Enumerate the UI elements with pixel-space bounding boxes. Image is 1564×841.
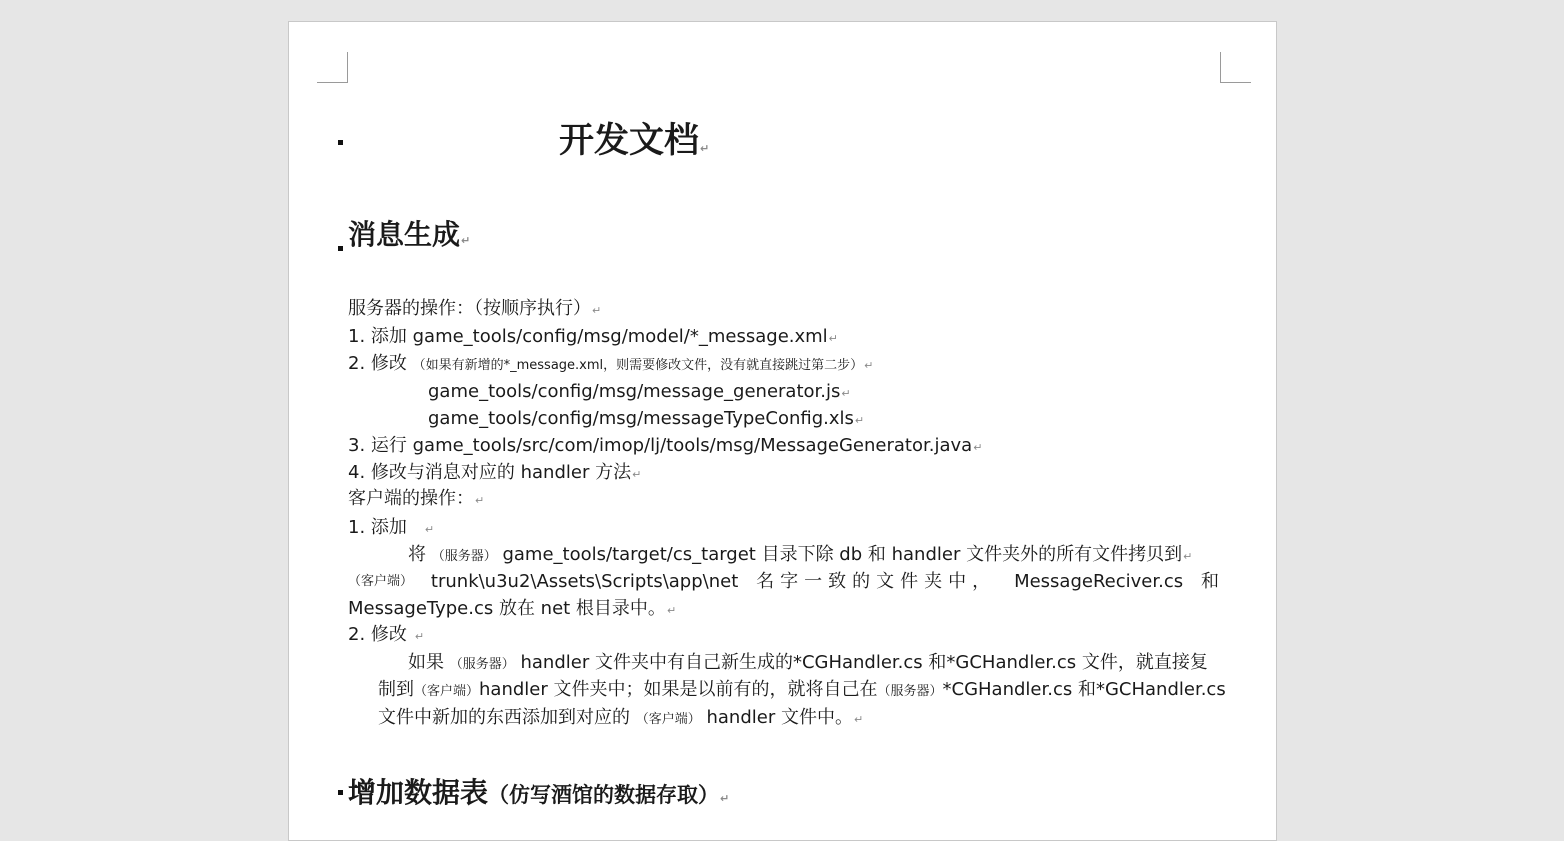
client-step-2[interactable]: 2. 修改 ↵ bbox=[348, 624, 425, 645]
server-step-4[interactable]: 4. 修改与消息对应的 handler 方法↵ bbox=[348, 462, 642, 483]
server-step-1[interactable]: 1. 添加 game_tools/config/msg/model/*_message.xml↵ bbox=[348, 326, 838, 347]
heading-bullet bbox=[338, 140, 343, 145]
client-step-2-para-line-1[interactable]: 如果 （服务器） handler 文件夹中有自己新生成的*CGHandler.cs 和*GCHandler.cs 文件，就直接复 bbox=[408, 652, 1208, 673]
section-heading-message[interactable]: 消息生成↵ bbox=[348, 218, 471, 251]
server-step-2-file-1[interactable]: game_tools/config/msg/message_generator.js↵ bbox=[428, 381, 851, 402]
heading-bullet bbox=[338, 790, 343, 795]
document-title[interactable]: 开发文档↵ bbox=[559, 121, 710, 161]
server-step-2-file-2[interactable]: game_tools/config/msg/messageTypeConfig.xls↵ bbox=[428, 408, 865, 429]
client-step-1-para-line-1[interactable]: 将 （服务器） game_tools/target/cs_target 目录下除 db 和 handler 文件夹外的所有文件拷贝到↵ bbox=[408, 544, 1193, 565]
client-step-2-para-line-2[interactable]: 制到（客户端）handler 文件夹中；如果是以前有的，就将自己在（服务器）*CGHandler.cs 和*GCHandler.cs bbox=[378, 679, 1226, 700]
client-step-1[interactable]: 1. 添加 ↵ bbox=[348, 517, 435, 538]
client-step-1-para-line-3[interactable]: MessageType.cs 放在 net 根目录中。↵ bbox=[348, 598, 677, 619]
client-step-2-para-line-3[interactable]: 文件中新加的东西添加到对应的 （客户端） handler 文件中。↵ bbox=[378, 707, 864, 728]
document-page bbox=[288, 21, 1277, 841]
crop-mark-top-left bbox=[317, 52, 348, 83]
client-step-1-para-line-2[interactable]: （客户端） trunk\u3u2\Assets\Scripts\app\net 名字一致的文件夹中， MessageReciver.cs 和 bbox=[348, 571, 1219, 592]
crop-mark-top-right bbox=[1220, 52, 1251, 83]
server-step-2[interactable]: 2. 修改 （如果有新增的*_message.xml，则需要修改文件，没有就直接跳过第二步）↵ bbox=[348, 353, 874, 374]
section-heading-data-table[interactable]: 增加数据表（仿写酒馆的数据存取）↵ bbox=[348, 776, 730, 809]
heading-bullet bbox=[338, 246, 343, 251]
server-step-3[interactable]: 3. 运行 game_tools/src/com/imop/lj/tools/msg/MessageGenerator.java↵ bbox=[348, 435, 983, 456]
client-label[interactable]: 客户端的操作：↵ bbox=[348, 488, 485, 509]
server-label[interactable]: 服务器的操作：（按顺序执行）↵ bbox=[348, 298, 602, 319]
